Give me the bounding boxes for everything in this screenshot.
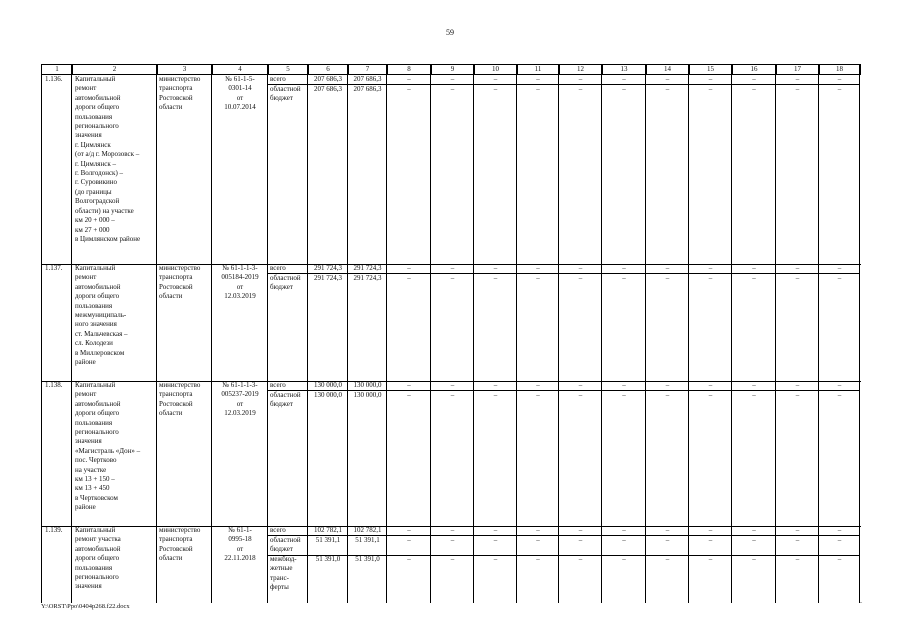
value-col-6: 51 391,1 bbox=[315, 536, 341, 544]
funding-source: всего bbox=[270, 381, 286, 389]
value-col-7: 102 782,1 bbox=[353, 526, 382, 534]
empty-value-dash: – bbox=[665, 381, 670, 389]
funding-source: областной бюджет bbox=[270, 85, 301, 103]
empty-value-dash: – bbox=[752, 274, 756, 282]
empty-value-dash: – bbox=[578, 554, 583, 563]
value-col-7: 291 724,3 bbox=[353, 264, 382, 272]
column-divider bbox=[473, 65, 474, 603]
header-cell-13: 13 bbox=[602, 65, 647, 74]
value-col-7: 51 391,0 bbox=[355, 554, 380, 563]
empty-value-dash: – bbox=[665, 536, 670, 544]
empty-value-dash: – bbox=[536, 85, 540, 93]
empty-value-dash: – bbox=[795, 554, 800, 563]
empty-value-dash: – bbox=[578, 391, 583, 399]
document-ref: № 61-1-1-3- 005237-2019 от 12.03.2019 bbox=[221, 381, 259, 418]
document-ref: № 61-1- 0995-18 от 22.11.2018 bbox=[224, 526, 256, 563]
empty-value-dash: – bbox=[708, 554, 713, 563]
empty-value-dash: – bbox=[536, 75, 540, 83]
empty-value-dash: – bbox=[795, 391, 800, 399]
column-divider bbox=[386, 65, 387, 603]
header-cell-16: 16 bbox=[732, 65, 777, 74]
empty-value-dash: – bbox=[708, 381, 713, 389]
empty-value-dash: – bbox=[578, 526, 583, 534]
empty-value-dash: – bbox=[752, 526, 756, 534]
empty-value-dash: – bbox=[493, 381, 498, 389]
empty-value-dash: – bbox=[450, 75, 455, 83]
empty-value-dash: – bbox=[493, 85, 498, 93]
column-divider bbox=[71, 65, 72, 603]
funding-source: всего bbox=[270, 75, 286, 83]
document-ref: № 61-1-5- 0301-14 от 10.07.2014 bbox=[224, 75, 256, 112]
empty-value-dash: – bbox=[407, 381, 411, 389]
empty-value-dash: – bbox=[837, 536, 842, 544]
value-col-6: 51 391,0 bbox=[315, 554, 341, 563]
value-col-7: 51 391,1 bbox=[355, 536, 380, 544]
header-cell-1: 1 bbox=[42, 65, 73, 74]
header-cell-2: 2 bbox=[72, 65, 158, 74]
column-divider bbox=[558, 65, 559, 603]
empty-value-dash: – bbox=[708, 85, 713, 93]
column-divider bbox=[731, 65, 732, 603]
column-divider bbox=[645, 65, 646, 603]
empty-value-dash: – bbox=[578, 274, 583, 282]
empty-value-dash: – bbox=[450, 536, 455, 544]
header-cell-7: 7 bbox=[348, 65, 388, 74]
footer-path: Y:\ORST\Ppo\0404p268.f22.docx bbox=[41, 603, 130, 610]
value-col-6: 130 000,0 bbox=[314, 381, 342, 389]
page-edge-mark: – bbox=[859, 600, 862, 606]
object-name: Капитальный ремонт автомобильной дороги общего пользования регионального значения г. Цимлянск (от а/д г. Морозовск – г. Цимлянск – г. Волгодонск) – г. Суровикино (до границы Волгоградской области) на участке км 20 + 000 – км 27 + 000 в Цимлянском районе bbox=[75, 75, 141, 243]
value-col-7: 291 724,3 bbox=[353, 274, 382, 282]
empty-value-dash: – bbox=[450, 85, 455, 93]
empty-value-dash: – bbox=[493, 554, 498, 563]
empty-value-dash: – bbox=[622, 85, 626, 93]
empty-value-dash: – bbox=[450, 381, 455, 389]
empty-value-dash: – bbox=[578, 536, 583, 544]
header-cell-8: 8 bbox=[387, 65, 432, 74]
empty-value-dash: – bbox=[752, 536, 756, 544]
empty-value-dash: – bbox=[622, 75, 626, 83]
empty-value-dash: – bbox=[407, 85, 411, 93]
value-col-7: 130 000,0 bbox=[353, 381, 382, 389]
value-col-6: 130 000,0 bbox=[314, 391, 342, 399]
empty-value-dash: – bbox=[622, 554, 626, 563]
empty-value-dash: – bbox=[752, 75, 756, 83]
row-number: 1.139. bbox=[45, 526, 63, 534]
empty-value-dash: – bbox=[665, 391, 670, 399]
empty-value-dash: – bbox=[837, 264, 842, 272]
value-col-6: 291 724,3 bbox=[314, 264, 342, 272]
empty-value-dash: – bbox=[708, 75, 713, 83]
empty-value-dash: – bbox=[708, 526, 713, 534]
row-number: 1.136. bbox=[45, 75, 63, 83]
funding-source: всего bbox=[270, 526, 286, 534]
empty-value-dash: – bbox=[708, 264, 713, 272]
document-ref: № 61-1-1-3- 005184-2019 от 12.03.2019 bbox=[221, 264, 259, 301]
empty-value-dash: – bbox=[578, 264, 583, 272]
empty-value-dash: – bbox=[407, 264, 411, 272]
row-number: 1.138. bbox=[45, 381, 63, 389]
column-divider bbox=[516, 65, 517, 603]
column-divider bbox=[601, 65, 602, 603]
funding-source: межбюд- жетные транс- ферты bbox=[270, 554, 297, 592]
empty-value-dash: – bbox=[665, 554, 670, 563]
empty-value-dash: – bbox=[493, 264, 498, 272]
empty-value-dash: – bbox=[407, 391, 411, 399]
value-col-7: 207 686,3 bbox=[353, 85, 382, 93]
empty-value-dash: – bbox=[536, 264, 540, 272]
row-number: 1.137. bbox=[45, 264, 63, 272]
value-col-6: 207 686,3 bbox=[314, 85, 342, 93]
empty-value-dash: – bbox=[407, 526, 411, 534]
header-cell-12: 12 bbox=[559, 65, 603, 74]
empty-value-dash: – bbox=[536, 526, 540, 534]
empty-value-dash: – bbox=[407, 75, 411, 83]
empty-value-dash: – bbox=[752, 381, 756, 389]
empty-value-dash: – bbox=[665, 274, 670, 282]
header-cell-15: 15 bbox=[689, 65, 733, 74]
data-table bbox=[41, 64, 861, 603]
empty-value-dash: – bbox=[622, 391, 626, 399]
column-divider bbox=[688, 65, 689, 603]
empty-value-dash: – bbox=[536, 536, 540, 544]
empty-value-dash: – bbox=[536, 391, 540, 399]
empty-value-dash: – bbox=[665, 75, 670, 83]
empty-value-dash: – bbox=[837, 381, 842, 389]
empty-value-dash: – bbox=[450, 391, 455, 399]
funding-source: областной бюджет bbox=[270, 536, 301, 554]
header-cell-6: 6 bbox=[308, 65, 349, 74]
object-name: Капитальный ремонт автомобильной дороги общего пользования межмуниципаль- ного значения ст. Мальчевская – сл. Колодези в Миллеровском районе bbox=[75, 264, 128, 367]
page-number: 59 bbox=[446, 28, 454, 37]
column-divider bbox=[307, 65, 308, 603]
empty-value-dash: – bbox=[665, 264, 670, 272]
value-col-6: 102 782,1 bbox=[314, 526, 342, 534]
empty-value-dash: – bbox=[407, 536, 411, 544]
empty-value-dash: – bbox=[407, 274, 411, 282]
empty-value-dash: – bbox=[837, 274, 842, 282]
empty-value-dash: – bbox=[622, 264, 626, 272]
organization: министерство транспорта Ростовской области bbox=[159, 526, 201, 563]
empty-value-dash: – bbox=[450, 274, 455, 282]
empty-value-dash: – bbox=[622, 536, 626, 544]
empty-value-dash: – bbox=[493, 274, 498, 282]
empty-value-dash: – bbox=[536, 381, 540, 389]
empty-value-dash: – bbox=[795, 264, 800, 272]
funding-source: всего bbox=[270, 264, 286, 272]
empty-value-dash: – bbox=[752, 391, 756, 399]
value-col-7: 207 686,3 bbox=[353, 75, 382, 83]
empty-value-dash: – bbox=[578, 85, 583, 93]
empty-value-dash: – bbox=[578, 381, 583, 389]
empty-value-dash: – bbox=[450, 554, 455, 563]
column-divider bbox=[430, 65, 431, 603]
empty-value-dash: – bbox=[622, 381, 626, 389]
header-cell-10: 10 bbox=[474, 65, 518, 74]
empty-value-dash: – bbox=[578, 75, 583, 83]
header-cell-17: 17 bbox=[776, 65, 820, 74]
organization: министерство транспорта Ростовской области bbox=[159, 264, 201, 301]
column-divider bbox=[775, 65, 776, 603]
header-cell-5: 5 bbox=[268, 65, 309, 74]
empty-value-dash: – bbox=[493, 75, 498, 83]
funding-source: областной бюджет bbox=[270, 391, 301, 409]
column-divider bbox=[818, 65, 819, 603]
empty-value-dash: – bbox=[752, 85, 756, 93]
empty-value-dash: – bbox=[837, 85, 842, 93]
empty-value-dash: – bbox=[493, 391, 498, 399]
empty-value-dash: – bbox=[708, 536, 713, 544]
column-divider bbox=[859, 65, 860, 603]
empty-value-dash: – bbox=[665, 526, 670, 534]
empty-value-dash: – bbox=[795, 536, 800, 544]
header-cell-4: 4 bbox=[212, 65, 269, 74]
empty-value-dash: – bbox=[795, 274, 800, 282]
object-name: Капитальный ремонт участка автомобильной дороги общего пользования регионального значения bbox=[75, 526, 121, 591]
column-divider bbox=[211, 65, 212, 603]
empty-value-dash: – bbox=[795, 381, 800, 389]
empty-value-dash: – bbox=[622, 274, 626, 282]
empty-value-dash: – bbox=[536, 554, 540, 563]
empty-value-dash: – bbox=[450, 264, 455, 272]
empty-value-dash: – bbox=[450, 526, 455, 534]
empty-value-dash: – bbox=[837, 526, 842, 534]
header-cell-9: 9 bbox=[431, 65, 475, 74]
table-header-row bbox=[42, 65, 861, 75]
empty-value-dash: – bbox=[837, 391, 842, 399]
value-col-6: 207 686,3 bbox=[314, 75, 342, 83]
empty-value-dash: – bbox=[795, 75, 800, 83]
column-divider bbox=[267, 65, 268, 603]
object-name: Капитальный ремонт автомобильной дороги общего пользования регионального значения «Магистраль «Дон» – пос. Чертково на участке км 13 + 150 – км 13 + 450 в Чертковском районе bbox=[75, 381, 141, 512]
header-cell-3: 3 bbox=[157, 65, 213, 74]
empty-value-dash: – bbox=[708, 274, 713, 282]
empty-value-dash: – bbox=[622, 526, 626, 534]
empty-value-dash: – bbox=[795, 85, 800, 93]
empty-value-dash: – bbox=[665, 85, 670, 93]
empty-value-dash: – bbox=[752, 264, 756, 272]
empty-value-dash: – bbox=[752, 554, 756, 563]
empty-value-dash: – bbox=[536, 274, 540, 282]
header-cell-11: 11 bbox=[517, 65, 560, 74]
empty-value-dash: – bbox=[837, 75, 842, 83]
header-cell-14: 14 bbox=[646, 65, 690, 74]
empty-value-dash: – bbox=[493, 526, 498, 534]
organization: министерство транспорта Ростовской области bbox=[159, 381, 201, 418]
header-cell-18: 18 bbox=[819, 65, 861, 74]
empty-value-dash: – bbox=[407, 554, 411, 563]
empty-value-dash: – bbox=[708, 391, 713, 399]
column-divider bbox=[347, 65, 348, 603]
value-col-6: 291 724,3 bbox=[314, 274, 342, 282]
empty-value-dash: – bbox=[493, 536, 498, 544]
organization: министерство транспорта Ростовской области bbox=[159, 75, 201, 112]
value-col-7: 130 000,0 bbox=[353, 391, 382, 399]
empty-value-dash: – bbox=[837, 554, 842, 563]
empty-value-dash: – bbox=[795, 526, 800, 534]
funding-source: областной бюджет bbox=[270, 274, 301, 292]
